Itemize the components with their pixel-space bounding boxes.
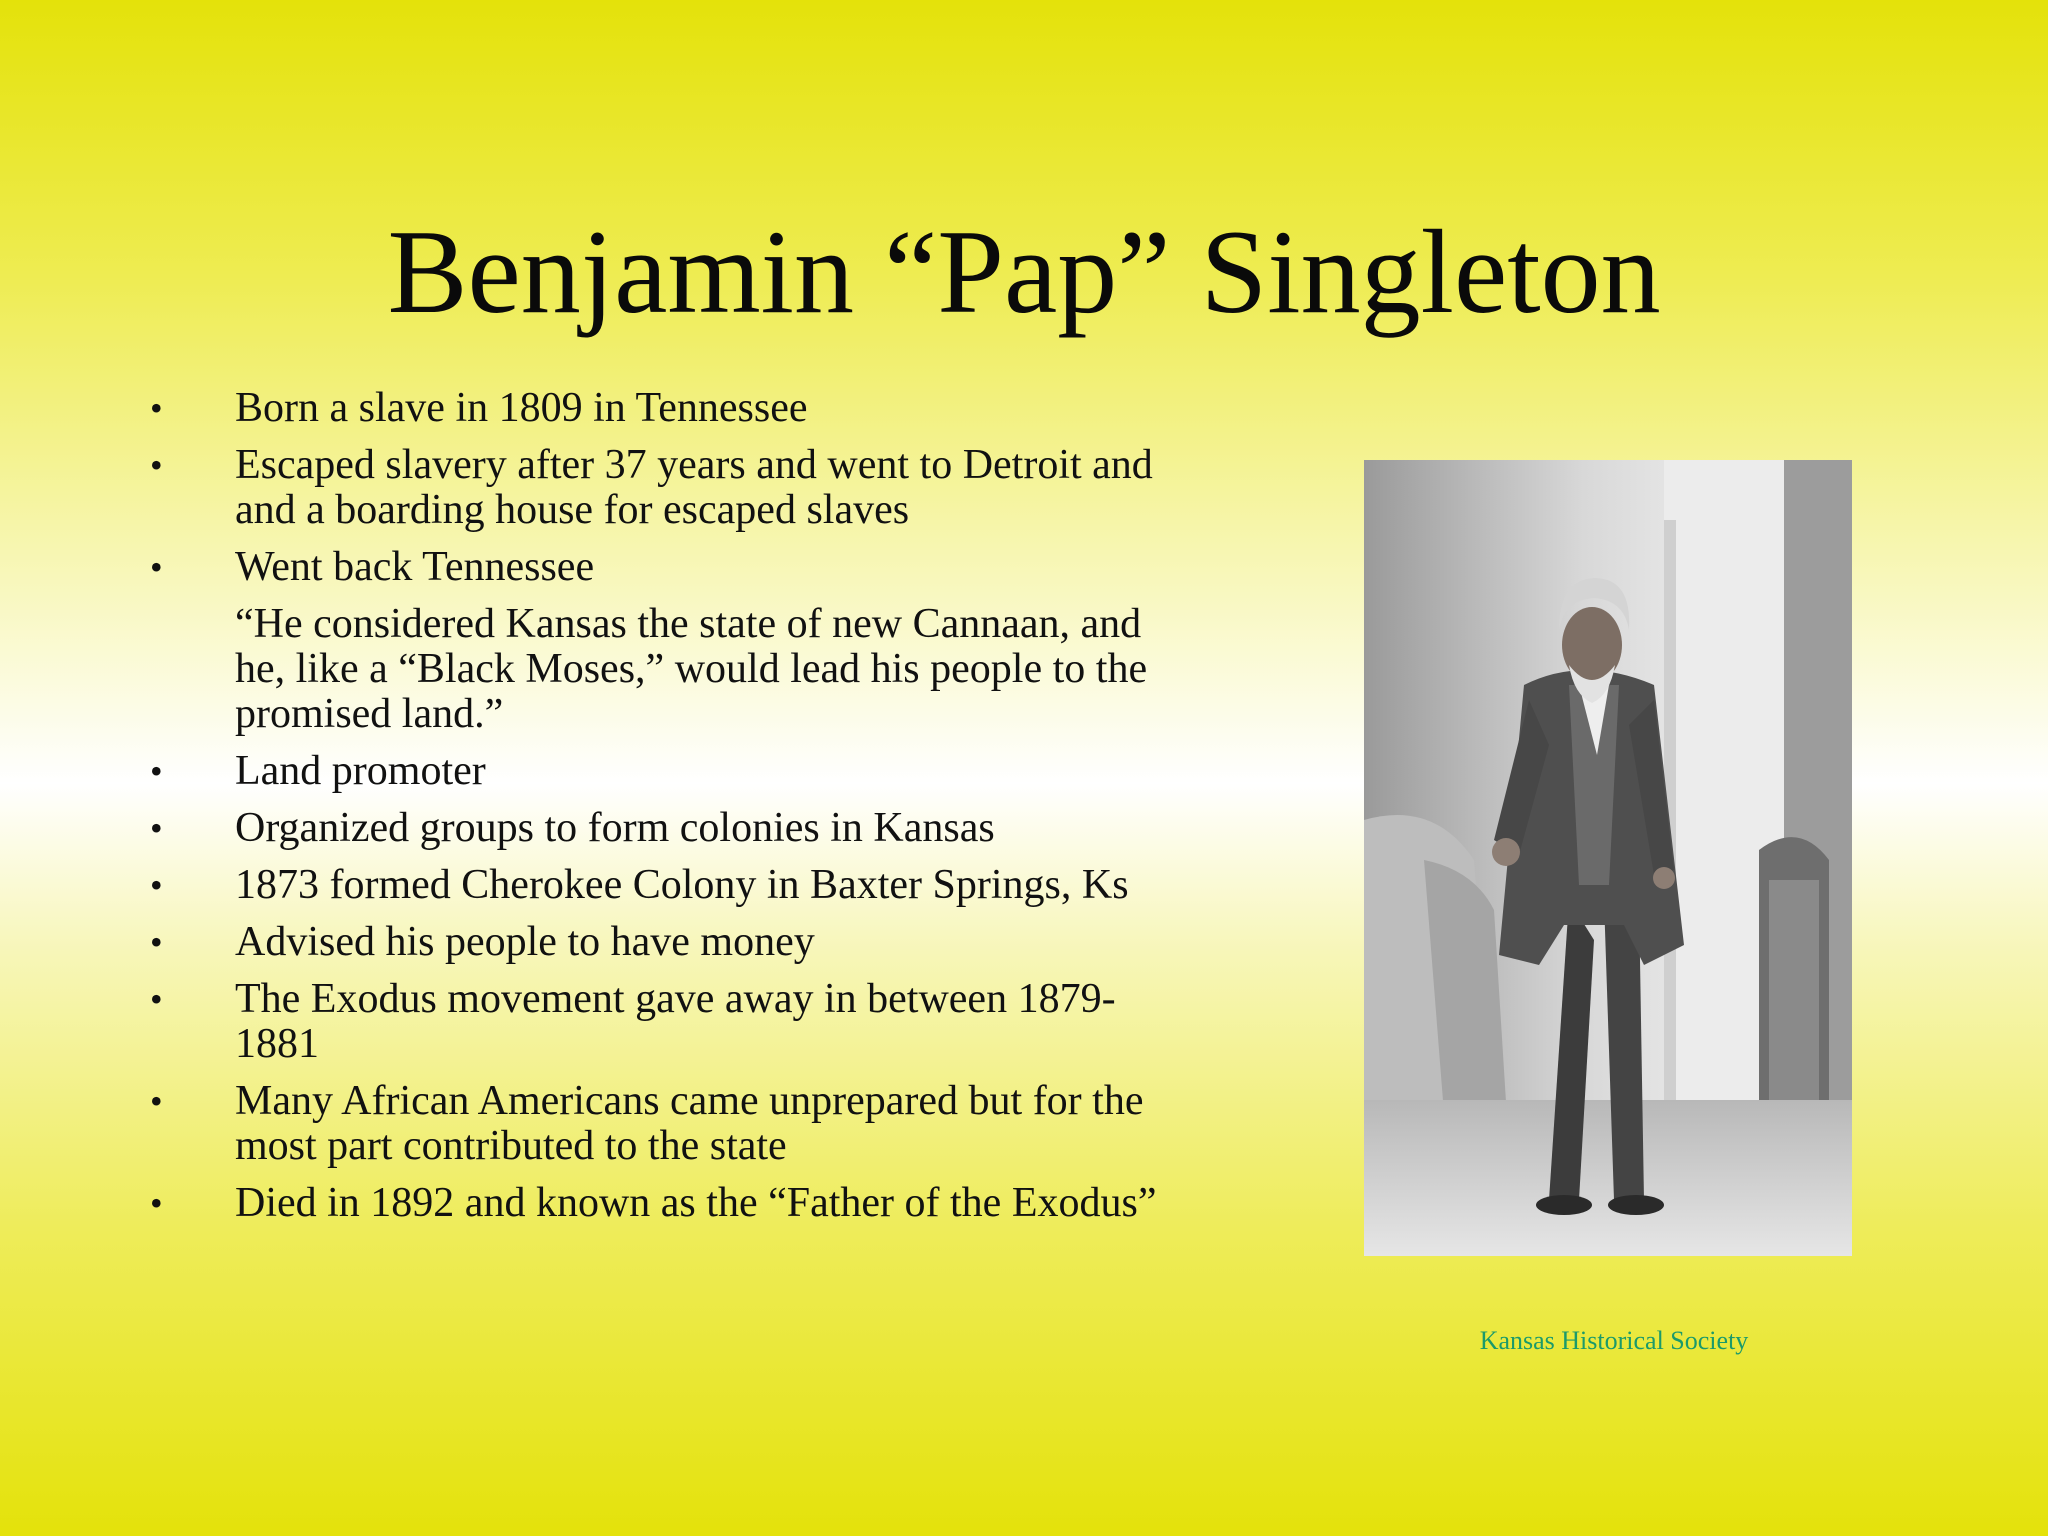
bullet-item <box>150 749 1190 794</box>
bullet-text: The Exodus movement gave away in between 1879-1881 <box>235 976 1116 1067</box>
bullet-item <box>150 1079 1190 1169</box>
bullet-marker: • <box>150 1081 163 1121</box>
bullet-item <box>150 977 1190 1067</box>
quote-text: “He considered Kansas the state of new Cannaan, and he, like a “Black Moses,” would lead his people to the promised land.” <box>235 601 1148 737</box>
bullet-marker: • <box>150 979 163 1019</box>
bullet-text: 1873 formed Cherokee Colony in Baxter Springs, Ks <box>235 862 1129 908</box>
bullet-item <box>150 443 1190 533</box>
bullet-text: Born a slave in 1809 in Tennessee <box>235 385 808 431</box>
bullet-marker: • <box>150 1183 163 1223</box>
bullet-item <box>150 806 1190 851</box>
bullet-marker: • <box>150 751 163 791</box>
bullet-text: Advised his people to have money <box>235 919 815 965</box>
bullet-text: Died in 1892 and known as the “Father of the Exodus” <box>235 1180 1157 1226</box>
bullet-item <box>150 386 1190 431</box>
portrait-photo <box>1364 460 1852 1256</box>
bullet-marker: • <box>150 808 163 848</box>
quote-item <box>150 602 1190 737</box>
photo-caption: Kansas Historical Society <box>1479 1326 1749 1355</box>
bullet-text: Organized groups to form colonies in Kansas <box>235 805 995 851</box>
bullet-item <box>150 1181 1190 1226</box>
bullet-marker: • <box>150 865 163 905</box>
bullet-text: Went back Tennessee <box>235 544 595 590</box>
bullet-text: Many African Americans came unprepared but for the most part contributed to the state <box>235 1078 1144 1169</box>
bullet-marker: • <box>150 547 163 587</box>
bullet-item <box>150 920 1190 965</box>
bullet-text: Land promoter <box>235 748 486 794</box>
bullet-item <box>150 545 1190 590</box>
bullet-marker: • <box>150 445 163 485</box>
bullet-marker: • <box>150 922 163 962</box>
bullet-list <box>150 386 1190 1238</box>
bullet-text: Escaped slavery after 37 years and went to Detroit and and a boarding house for escaped slaves <box>235 442 1153 533</box>
bullet-item <box>150 863 1190 908</box>
slide-title: Benjamin “Pap” Singleton <box>387 205 1661 338</box>
portrait-illustration <box>1364 460 1852 1256</box>
bullet-marker: • <box>150 388 163 428</box>
